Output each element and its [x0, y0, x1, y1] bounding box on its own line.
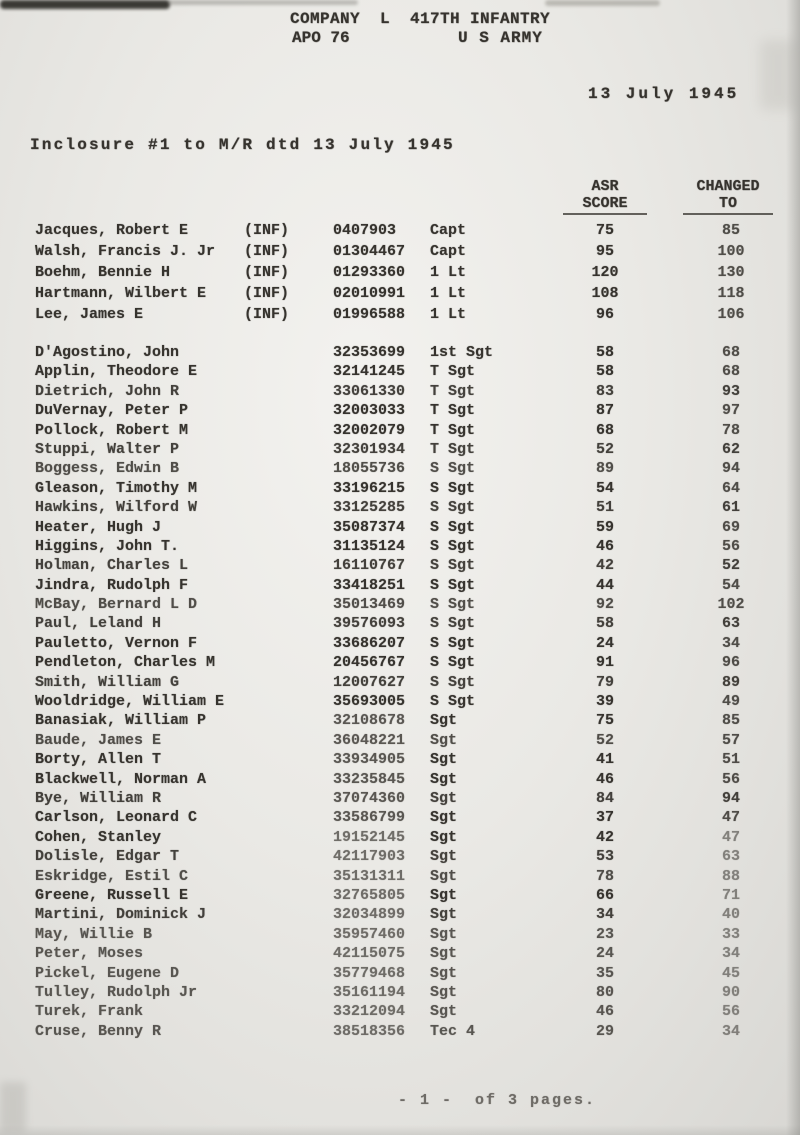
name-cell: Holman, Charles L	[35, 557, 189, 575]
name-cell: Baude, James E	[35, 731, 162, 749]
serial-cell: 32002079	[333, 421, 406, 439]
branch-cell: (INF)	[244, 222, 290, 239]
serial-cell: 35131311	[333, 867, 406, 885]
changed-cell: 89	[721, 673, 740, 691]
score-cell: 53	[595, 848, 614, 866]
table-row	[0, 770, 800, 789]
changed-cell: 94	[721, 460, 740, 478]
table-row	[0, 905, 800, 924]
name-cell: Wooldridge, William E	[35, 693, 225, 711]
name-cell: Banasiak, William P	[35, 712, 207, 730]
score-cell: 51	[595, 499, 614, 517]
table-row	[0, 440, 800, 459]
score-cell: 58	[595, 344, 614, 361]
table-row	[0, 867, 800, 886]
score-cell: 37	[595, 809, 614, 827]
name-cell: Bye, William R	[35, 789, 162, 807]
rank-cell: Sgt	[430, 789, 458, 807]
table-row	[0, 343, 800, 362]
changed-cell: 56	[721, 770, 740, 788]
table-row	[0, 886, 800, 905]
apo-number: APO 76	[292, 29, 350, 47]
name-cell: Jacques, Robert E	[35, 222, 189, 239]
serial-cell: 35693005	[333, 693, 406, 711]
rank-cell: S Sgt	[430, 576, 476, 594]
name-cell: Carlson, Leonard C	[35, 809, 198, 827]
rank-cell: T Sgt	[430, 363, 476, 381]
changed-cell: 71	[721, 886, 740, 904]
serial-cell: 33061330	[333, 382, 406, 400]
name-cell: Borty, Allen T	[35, 751, 162, 769]
rank-cell: Sgt	[430, 712, 458, 730]
scan-smudge-top-right	[545, 0, 660, 6]
name-cell: Turek, Frank	[35, 1003, 144, 1021]
scan-smudge-top-left	[0, 0, 170, 9]
changed-cell: 100	[717, 243, 745, 260]
serial-cell: 35161194	[333, 983, 406, 1001]
serial-cell: 32301934	[333, 440, 406, 458]
name-cell: Dolisle, Edgar T	[35, 848, 180, 866]
rank-cell: S Sgt	[430, 460, 476, 478]
rank-cell: S Sgt	[430, 693, 476, 711]
score-cell: 78	[595, 867, 614, 885]
name-cell: Greene, Russell E	[35, 886, 189, 904]
table-row	[0, 518, 800, 537]
name-cell: Boehm, Bennie H	[35, 264, 171, 281]
table-row	[0, 673, 800, 692]
score-cell: 39	[595, 693, 614, 711]
score-cell: 58	[595, 363, 614, 381]
serial-cell: 01304467	[333, 243, 406, 260]
name-cell: Cruse, Benny R	[35, 1022, 162, 1040]
changed-cell: 68	[721, 363, 740, 381]
changed-cell: 90	[721, 983, 740, 1001]
serial-cell: 19152145	[333, 828, 406, 846]
serial-cell: 18055736	[333, 460, 406, 478]
table-row	[0, 479, 800, 498]
rank-cell: Sgt	[430, 1003, 458, 1021]
changed-cell: 102	[717, 596, 745, 614]
table-row	[0, 262, 800, 283]
name-cell: Pollock, Robert M	[35, 421, 189, 439]
score-cell: 75	[595, 712, 614, 730]
rank-cell: S Sgt	[430, 518, 476, 536]
score-cell: 108	[591, 285, 619, 302]
table-row	[0, 925, 800, 944]
name-cell: Pauletto, Vernon F	[35, 634, 198, 652]
serial-cell: 33125285	[333, 499, 406, 517]
changed-cell: 88	[721, 867, 740, 885]
column-header-score: SCORE	[563, 195, 647, 215]
name-cell: May, Willie B	[35, 925, 153, 943]
rank-cell: T Sgt	[430, 382, 476, 400]
serial-cell: 33934905	[333, 751, 406, 769]
name-cell: Peter, Moses	[35, 945, 144, 963]
changed-cell: 97	[721, 402, 740, 420]
serial-cell: 02010991	[333, 285, 406, 302]
table-row	[0, 283, 800, 304]
serial-cell: 32353699	[333, 344, 406, 361]
changed-cell: 54	[721, 576, 740, 594]
score-cell: 89	[595, 460, 614, 478]
score-cell: 29	[595, 1022, 614, 1040]
rank-cell: 1 Lt	[430, 264, 467, 281]
table-row	[0, 362, 800, 381]
rank-cell: T Sgt	[430, 402, 476, 420]
serial-cell: 36048221	[333, 731, 406, 749]
table-row	[0, 847, 800, 866]
score-cell: 42	[595, 557, 614, 575]
score-cell: 42	[595, 828, 614, 846]
rank-cell: Sgt	[430, 731, 458, 749]
serial-cell: 31135124	[333, 537, 406, 555]
table-row	[0, 220, 800, 241]
score-cell: 35	[595, 964, 614, 982]
name-cell: Smith, William G	[35, 673, 180, 691]
serial-cell: 12007627	[333, 673, 406, 691]
serial-cell: 35779468	[333, 964, 406, 982]
changed-cell: 34	[721, 634, 740, 652]
unit-title: COMPANY L 417TH INFANTRY	[290, 10, 551, 28]
rank-cell: T Sgt	[430, 421, 476, 439]
score-cell: 68	[595, 421, 614, 439]
name-cell: Dietrich, John R	[35, 382, 180, 400]
changed-cell: 93	[721, 382, 740, 400]
score-cell: 24	[595, 945, 614, 963]
changed-cell: 63	[721, 848, 740, 866]
name-cell: Gleason, Timothy M	[35, 479, 198, 497]
serial-cell: 35087374	[333, 518, 406, 536]
table-row	[0, 983, 800, 1002]
table-row	[0, 595, 800, 614]
name-cell: Heater, Hugh J	[35, 518, 162, 536]
serial-cell: 32034899	[333, 906, 406, 924]
table-row	[0, 750, 800, 769]
column-header-changed: CHANGED	[696, 178, 760, 195]
score-cell: 120	[591, 264, 619, 281]
changed-cell: 51	[721, 751, 740, 769]
branch-cell: (INF)	[244, 285, 290, 302]
table-row	[0, 692, 800, 711]
score-cell: 80	[595, 983, 614, 1001]
name-cell: Applin, Theodore E	[35, 363, 198, 381]
enlisted-roster	[0, 343, 800, 1041]
score-cell: 23	[595, 925, 614, 943]
rank-cell: 1 Lt	[430, 285, 467, 302]
name-cell: Cohen, Stanley	[35, 828, 162, 846]
serial-cell: 01293360	[333, 264, 406, 281]
table-row	[0, 1002, 800, 1021]
score-cell: 91	[595, 654, 614, 672]
changed-cell: 106	[717, 306, 745, 323]
changed-cell: 56	[721, 537, 740, 555]
name-cell: Lee, James E	[35, 306, 144, 323]
score-cell: 24	[595, 634, 614, 652]
rank-cell: Sgt	[430, 983, 458, 1001]
serial-cell: 42115075	[333, 945, 406, 963]
rank-cell: Sgt	[430, 809, 458, 827]
serial-cell: 0407903	[333, 222, 397, 239]
serial-cell: 32765805	[333, 886, 406, 904]
changed-cell: 69	[721, 518, 740, 536]
score-cell: 95	[595, 243, 614, 260]
table-row	[0, 653, 800, 672]
rank-cell: S Sgt	[430, 499, 476, 517]
table-row	[0, 556, 800, 575]
changed-cell: 63	[721, 615, 740, 633]
serial-cell: 38518356	[333, 1022, 406, 1040]
rank-cell: Capt	[430, 243, 467, 260]
serial-cell: 42117903	[333, 848, 406, 866]
name-cell: Walsh, Francis J. Jr	[35, 243, 216, 260]
serial-cell: 37074360	[333, 789, 406, 807]
name-cell: Higgins, John T.	[35, 537, 180, 555]
table-row	[0, 498, 800, 517]
table-row	[0, 576, 800, 595]
changed-cell: 52	[721, 557, 740, 575]
rank-cell: Sgt	[430, 770, 458, 788]
rank-cell: S Sgt	[430, 615, 476, 633]
table-row	[0, 401, 800, 420]
name-cell: Paul, Leland H	[35, 615, 162, 633]
page-number-footer: - 1 - of 3 pages.	[398, 1092, 597, 1109]
serial-cell: 32003033	[333, 402, 406, 420]
table-row	[0, 711, 800, 730]
table-row	[0, 421, 800, 440]
changed-cell: 64	[721, 479, 740, 497]
score-cell: 59	[595, 518, 614, 536]
score-cell: 44	[595, 576, 614, 594]
serial-cell: 33235845	[333, 770, 406, 788]
table-row	[0, 828, 800, 847]
serial-cell: 01996588	[333, 306, 406, 323]
rank-cell: S Sgt	[430, 673, 476, 691]
serial-cell: 33418251	[333, 576, 406, 594]
table-row	[0, 964, 800, 983]
changed-cell: 96	[721, 654, 740, 672]
serial-cell: 33586799	[333, 809, 406, 827]
changed-cell: 94	[721, 789, 740, 807]
branch-cell: (INF)	[244, 264, 290, 281]
changed-cell: 45	[721, 964, 740, 982]
scan-smudge-top-mid	[168, 0, 358, 5]
inclosure-line: Inclosure #1 to M/R dtd 13 July 1945	[30, 136, 455, 154]
table-row	[0, 789, 800, 808]
name-cell: Pendleton, Charles M	[35, 654, 216, 672]
changed-cell: 34	[721, 945, 740, 963]
changed-cell: 61	[721, 499, 740, 517]
column-header-changed-to: TO	[683, 195, 773, 215]
rank-cell: S Sgt	[430, 634, 476, 652]
rank-cell: Sgt	[430, 964, 458, 982]
army-label: U S ARMY	[458, 29, 543, 47]
score-cell: 84	[595, 789, 614, 807]
rank-cell: S Sgt	[430, 479, 476, 497]
name-cell: Martini, Dominick J	[35, 906, 207, 924]
changed-cell: 118	[717, 285, 745, 302]
name-cell: D'Agostino, John	[35, 344, 180, 361]
score-cell: 52	[595, 731, 614, 749]
rank-cell: S Sgt	[430, 537, 476, 555]
branch-cell: (INF)	[244, 243, 290, 260]
rank-cell: Tec 4	[430, 1022, 476, 1040]
table-row	[0, 634, 800, 653]
serial-cell: 20456767	[333, 654, 406, 672]
changed-cell: 49	[721, 693, 740, 711]
table-row	[0, 304, 800, 325]
changed-cell: 68	[721, 344, 740, 361]
rank-cell: Sgt	[430, 848, 458, 866]
name-cell: Eskridge, Estil C	[35, 867, 189, 885]
rank-cell: Sgt	[430, 867, 458, 885]
table-row	[0, 241, 800, 262]
rank-cell: 1st Sgt	[430, 344, 494, 361]
changed-cell: 47	[721, 828, 740, 846]
name-cell: Tulley, Rudolph Jr	[35, 983, 198, 1001]
score-cell: 75	[595, 222, 614, 239]
score-cell: 54	[595, 479, 614, 497]
serial-cell: 35013469	[333, 596, 406, 614]
table-row	[0, 614, 800, 633]
table-row	[0, 382, 800, 401]
rank-cell: Sgt	[430, 828, 458, 846]
table-row	[0, 808, 800, 827]
scan-edge-shadow-bottom	[0, 1125, 800, 1135]
changed-cell: 47	[721, 809, 740, 827]
score-cell: 58	[595, 615, 614, 633]
changed-cell: 62	[721, 440, 740, 458]
table-row	[0, 944, 800, 963]
column-header-asr: ASR	[591, 178, 619, 195]
changed-cell: 33	[721, 925, 740, 943]
changed-cell: 56	[721, 1003, 740, 1021]
changed-cell: 78	[721, 421, 740, 439]
table-row	[0, 537, 800, 556]
score-cell: 34	[595, 906, 614, 924]
score-cell: 41	[595, 751, 614, 769]
rank-cell: Sgt	[430, 906, 458, 924]
serial-cell: 32141245	[333, 363, 406, 381]
rank-cell: 1 Lt	[430, 306, 467, 323]
rank-cell: Sgt	[430, 886, 458, 904]
rank-cell: Sgt	[430, 925, 458, 943]
changed-cell: 130	[717, 264, 745, 281]
name-cell: Boggess, Edwin B	[35, 460, 180, 478]
changed-cell: 57	[721, 731, 740, 749]
score-cell: 66	[595, 886, 614, 904]
rank-cell: Sgt	[430, 945, 458, 963]
score-cell: 52	[595, 440, 614, 458]
name-cell: Jindra, Rudolph F	[35, 576, 189, 594]
score-cell: 83	[595, 382, 614, 400]
score-cell: 46	[595, 537, 614, 555]
name-cell: Hawkins, Wilford W	[35, 499, 198, 517]
name-cell: Blackwell, Norman A	[35, 770, 207, 788]
name-cell: McBay, Bernard L D	[35, 596, 198, 614]
changed-cell: 85	[721, 222, 740, 239]
rank-cell: Capt	[430, 222, 467, 239]
score-cell: 87	[595, 402, 614, 420]
name-cell: Hartmann, Wilbert E	[35, 285, 207, 302]
serial-cell: 39576093	[333, 615, 406, 633]
score-cell: 79	[595, 673, 614, 691]
name-cell: Stuppi, Walter P	[35, 440, 180, 458]
serial-cell: 33686207	[333, 634, 406, 652]
table-row	[0, 459, 800, 478]
rank-cell: T Sgt	[430, 440, 476, 458]
rank-cell: S Sgt	[430, 596, 476, 614]
table-row	[0, 731, 800, 750]
score-cell: 92	[595, 596, 614, 614]
rank-cell: Sgt	[430, 751, 458, 769]
changed-cell: 40	[721, 906, 740, 924]
score-cell: 46	[595, 1003, 614, 1021]
name-cell: DuVernay, Peter P	[35, 402, 189, 420]
branch-cell: (INF)	[244, 306, 290, 323]
serial-cell: 33196215	[333, 479, 406, 497]
officers-roster	[0, 220, 800, 325]
serial-cell: 16110767	[333, 557, 406, 575]
document-date: 13 July 1945	[588, 85, 740, 103]
changed-cell: 85	[721, 712, 740, 730]
serial-cell: 35957460	[333, 925, 406, 943]
serial-cell: 32108678	[333, 712, 406, 730]
rank-cell: S Sgt	[430, 654, 476, 672]
changed-cell: 34	[721, 1022, 740, 1040]
score-cell: 96	[595, 306, 614, 323]
serial-cell: 33212094	[333, 1003, 406, 1021]
rank-cell: S Sgt	[430, 557, 476, 575]
name-cell: Pickel, Eugene D	[35, 964, 180, 982]
score-cell: 46	[595, 770, 614, 788]
table-row	[0, 1022, 800, 1041]
